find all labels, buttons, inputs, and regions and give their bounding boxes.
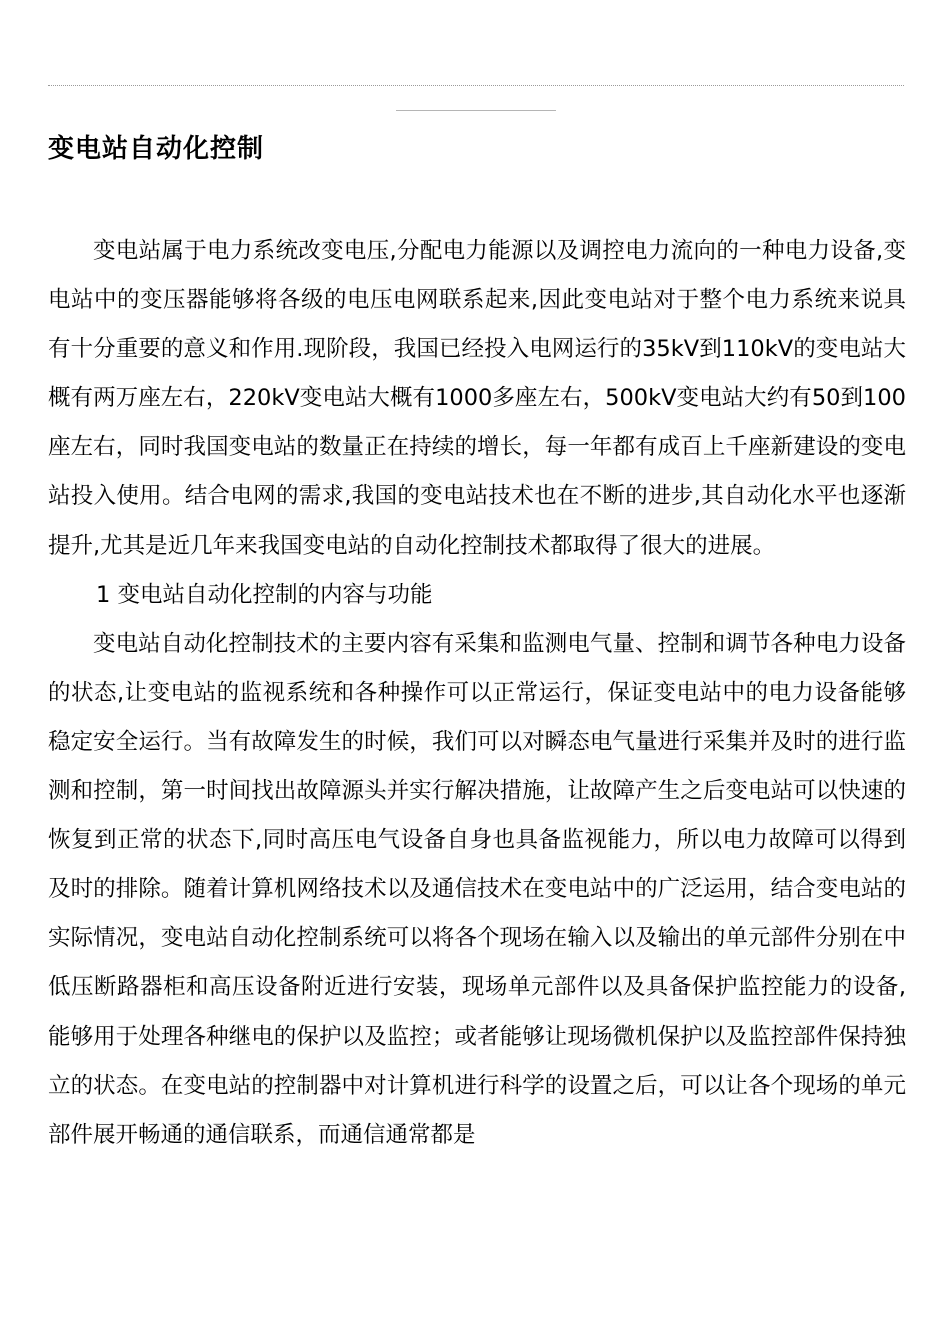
document-title: 变电站自动化控制 [48, 134, 265, 164]
section-paragraph: 变电站自动化控制技术的主要内容有采集和监测电气量、控制和调节各种电力设备的状态,让变电站的监视系统和各种操作可以正常运行，保证变电站中的电力设备能够稳定安全运行。当有故障发生的时候，我们可以对瞬态电气量进行采集并及时的进行监测和控制，第一时间找出故障源头并实行解决措施，让故障产生之后变电站可以快速的恢复到正常的状态下,同时高压电气设备自身也具备监视能力，所以电力故障可以得到及时的排除。随着计算机网络技术以及通信技术在变电站中的广泛运用，结合变电站的实际情况，变电站自动化控制系统可以将各个现场在输入以及输出的单元部件分别在中低压断路器柜和高压设备附近进行安装，现场单元部件以及具备保护监控能力的设备,能够用于处理各种继电的保护以及监控；或者能够让现场微机保护以及监控部件保持独立的状态。在变电站的控制器中对计算机进行科学的设置之后，可以让各个现场的单元部件展开畅通的通信联系，而通信通常都是 [48, 630, 906, 1148]
intro-paragraph: 变电站属于电力系统改变电压,分配电力能源以及调控电力流向的一种电力设备,变电站中的变压器能够将各级的电压电网联系起来,因此变电站对于整个电力系统来说具有十分重要的意义和作用.现阶段，我国已经投入电网运行的35kV到110kV的变电站大概有两万座左右，220kV变电站大概有1000多座左右，500kV变电站大约有50到100座左右，同时我国变电站的数量正在持续的增长，每一年都有成百上千座新建设的变电站投入使用。结合电网的需求,我国的变电站技术也在不断的进步,其自动化水平也逐渐提升,尤其是近几年来我国变电站的自动化控制技术都取得了很大的进展。 [48, 238, 906, 559]
header-divider [48, 85, 904, 86]
section-heading: 1 变电站自动化控制的内容与功能 [96, 581, 433, 608]
header-mark [396, 110, 556, 111]
document-body [48, 227, 906, 1160]
